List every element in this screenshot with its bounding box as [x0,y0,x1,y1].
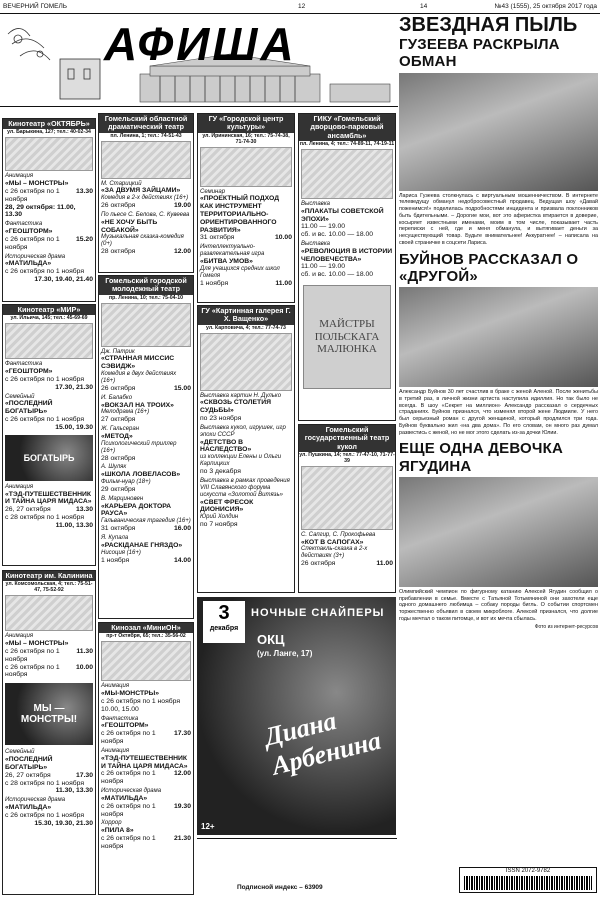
event-date: 26 октября [301,560,336,568]
event-date: с 26 октября по 1 ноября [101,697,181,705]
event-title: «БИТВА УМОВ» [200,258,253,266]
event-date: с 28 октября по 1 ноября [5,779,85,787]
event-genre: С. Сапгир, С. Прокофьева [301,531,376,538]
venue-title: ГИКУ «Гомельский дворцово-парковый ансамбль» [299,114,395,141]
event-genre: Комедия в 2-х действиях (16+) [101,195,189,202]
movie-poster: БОГАТЫРЬ [5,435,93,481]
masthead-rule [0,106,398,107]
article-3-title: ЕЩЕ ОДНА ДЕВОЧКА ЯГУДИНА [399,440,563,475]
gallery-events [198,393,294,529]
subscription-index: Подписной индекс – 63909 [237,884,323,892]
venue-mir [2,304,96,566]
event [301,241,393,279]
event-date: с 26 октября по 1 ноября [5,811,85,819]
event-genre: Анимация [5,633,34,640]
exhibition-poster: МАЙСТРЫ ПОЛЬСКАГА МАЛЮНКА [303,285,391,389]
event-title: «ВОКЗАЛ НА ТРОИХ» [101,401,174,409]
venue-address: пр-т Октября, 65; тел.: 35-56-02 [106,633,186,640]
event-subtitle: Фильм-нуар (18+) [101,479,151,486]
event-date: 26 октября [101,202,136,210]
article-1-title: ГУЗЕЕВА РАСКРЫЛА ОБМАН [399,36,560,71]
star-dust-column [399,14,598,895]
event [200,189,292,243]
page-number-right: 14 [420,3,428,10]
venue-title: ГУ «Картинная галерея Г. Х. Ващенко» [198,306,294,325]
event-time: 11.00 [275,279,292,287]
minion-events [99,683,193,850]
event-time: 19.30 [173,802,191,810]
event-title: «ПРОЕКТНЫЙ ПОДХОД КАК ИНСТРУМЕНТ ТЕРРИТОРИАЛЬНО-ОРИЕНТИРОВАННОГО РАЗВИТИЯ» [200,195,280,234]
event [5,254,93,284]
palace-events [299,201,395,279]
event-genre: И. Балабко [101,394,133,401]
event-genre: Анимация [101,683,130,690]
puppet-events [299,532,395,568]
event-title: «МАТИЛЬДА» [5,260,52,268]
event-genre: Я. Купала [101,534,129,541]
event-date: 26 октября [101,384,136,392]
event-genre: Фантастика [5,361,43,368]
event-date: 11.00 — 19.00 [301,263,346,271]
event-subtitle: Для учащихся средних школ Гомеля [200,265,280,279]
venue-oktyabr [2,118,96,302]
event-genre: Выставка кукол, игрушек, игр эпохи СССР [200,424,286,438]
venue-address: пл. Ленина, 4; тел.: 74-89-11, 74-19-11 [299,140,395,147]
event-time: 10.00 [274,234,292,242]
event [101,212,191,256]
event-genre: Дж. Патрик [101,348,135,355]
venue-gallery [197,305,295,593]
venue-address: ул. Карповича, 4; тел.: 77-74-73 [206,324,286,331]
event-time: 13.30 [75,187,93,195]
event [301,201,393,239]
event [5,484,93,530]
event-subtitle: Психологический триллер (16+) [101,440,177,454]
venue-minion [98,622,194,895]
article-2-title: БУЙНОВ РАССКАЗАЛ О «ДРУГОЙ» [399,250,579,285]
event-title: «КОТ В САПОГАХ» [301,538,364,546]
culture-events [198,189,294,288]
event-date: с 26 октября по 1 ноября [101,835,156,850]
event [5,361,93,391]
venue-photo [5,595,93,631]
event-date: с 26 октября по 1 ноября [5,235,60,251]
venue-title: ГУ «Городской центр культуры» [198,114,294,133]
venue-title: Гомельский областной драматический театр [99,114,193,133]
youth-events [99,349,193,565]
top-bar [0,0,600,14]
event-genre: Фантастика [5,221,43,228]
event-time: 11.30 [76,647,93,655]
event-genre: Семинар [200,188,226,195]
event-time: 15.20 [75,235,93,243]
event [200,478,292,529]
imprint [197,838,397,894]
event-time: 11.00 [376,560,393,568]
event [200,425,292,476]
venue-photo [5,137,93,171]
event [101,683,191,713]
event [5,173,93,219]
venue-puppet-theatre [298,424,396,593]
venue-address: пр. Ленина, 10; тел.: 75-04-10 [109,294,183,301]
venue-address: ул. Барыкина, 127; тел.: 40-02-34 [7,129,91,136]
event-title: «РЕВОЛЮЦИЯ В ИСТОРИИ ЧЕЛОВЕЧЕСТВА» [301,247,393,263]
event [5,797,93,827]
ad-venue-address: (ул. Ланге, 17) [257,649,313,658]
event-date: 31 октября [200,234,235,242]
event-subtitle: Спектакль-сказка в 2-х действиях (3+) [301,546,368,560]
masthead [0,14,398,106]
event-date: с 26 октября по 1 ноября [101,802,156,818]
event-subtitle: Юрий Холдин [200,514,239,521]
event-genre: Ж. Гальсеран [101,426,140,433]
venue-address: пл. Ленина, 1; тел.: 74-51-43 [110,132,182,139]
event-date: по 3 декабря [200,468,241,476]
event-genre: Историческая драма [101,788,162,795]
event-genre: Фантастика [101,715,139,722]
event [5,749,93,795]
event-title: «СКВОЗЬ СТОЛЕТИЯ СУДЬБЫ» [200,399,271,415]
venue-title: Кинотеатр «ОКТЯБРЬ» [3,119,95,129]
event [101,349,191,393]
event-subtitle: Нисоция (16+) [101,549,141,556]
event-subtitle: Комедия в двух действиях (16+) [101,371,177,384]
event-date: сб. и вс. 10.00 — 18.00 [301,271,374,279]
issue-info: №43 (1555), 25 октября 2017 года [494,3,597,10]
event-date: 11.00 — 19.00 [301,223,346,231]
ad-brand: НОЧНЫЕ СНАЙПЕРЫ [251,607,385,619]
venue-photo [200,333,292,391]
event-date: 10.00, 15.00 [101,705,139,713]
event-genre: Выставка картин Н. Дулько [200,392,282,399]
event-genre: Анимация [101,747,130,754]
event-subtitle: из коллекции Елены и Ольги Карпицких [200,454,282,468]
event [101,788,191,818]
event-title: «МЫ – МОНСТРЫ» [5,640,69,648]
venue-title: Гомельский городской молодежный театр [99,276,193,295]
event-time: 11.00, 13.30 [55,521,93,529]
event-title: «ШКОЛА ЛОВЕЛАСОВ» [101,471,181,479]
event [101,181,191,210]
venue-address: ул. Комсомольская, 4; тел.: 75-51-47, 75-52-92 [5,581,93,594]
venue-photo [5,323,93,359]
event [200,393,292,423]
event-time: 15.00, 19.30 [55,423,93,431]
event-date: по 23 ноября [200,415,242,423]
event-genre: Историческая драма [5,253,66,260]
event-time: 10.00 [75,663,93,671]
event-time: 19.00 [173,202,191,210]
event [101,395,191,424]
venue-title: Гомельский государственный театр кукол [299,425,395,452]
event-genre: Семейный [5,749,35,756]
event-date: 1 ноября [200,279,229,287]
event-title: «ЗА ДВУМЯ ЗАЙЦАМИ» [101,187,181,195]
event [101,820,191,850]
masthead-title: АФИША [104,18,297,70]
venue-photo [101,641,191,681]
event-time: 21.30 [173,835,191,843]
event-date: 1 ноября [101,556,130,564]
venue-photo [101,141,191,179]
event-date: сб. и вс. 10.00 — 18.00 [301,231,374,239]
event [5,394,93,432]
event-date: с 28 октября по 1 ноября [5,514,85,522]
event-time: 17.30 [173,730,191,738]
event-title: «МЫ-МОНСТРЫ» [101,690,160,698]
venue-palace [298,113,396,421]
event [301,532,393,568]
event-genre: А. Шуляк [101,464,127,471]
issn: ISSN 2072-9782 [505,868,551,874]
event-author: По пьесе С. Белова, С. Кувеева [101,211,190,218]
event-date: с 26 октября по 1 ноября [101,730,156,746]
event-time: 13.30 [75,506,93,514]
ad-date-month: декабря [209,625,239,632]
venue-photo [200,147,292,187]
event [101,464,191,493]
event-time: 17.30, 21.30 [55,383,93,391]
venue-dramatic [98,113,194,273]
column-title: ЗВЕЗДНАЯ ПЫЛЬ [399,14,578,36]
event-time: 11.30, 13.30 [55,787,93,795]
event-genre: Музыкальная сказка-комедия (0+) [101,234,184,248]
venue-address: ул. Ирининская, 16; тел.: 75-74-38, 71-74-30 [202,132,290,145]
ad-venue: ОКЦ [257,632,285,647]
event-date: 26, 27 октября [5,506,51,514]
venue-title: Кинозал «МиниОН» [99,623,193,633]
event-title: «МАТИЛЬДА» [5,804,52,812]
event [101,426,191,462]
event-genre: Интеллектуально-развлекательная игра [200,244,265,258]
event-title: «ГЕОШТОРМ» [5,368,53,376]
article-3-text: Олимпийский чемпион по фигурному катанию Алексей Ягудин сообщил о прибавлении в семье. Вместе с Татьяной Тотьмяниной они захотели еще одного домашнего любимца – собаку породы бигль. О событии спортсмен торжественно объявил в своем микроблоге. Алексей признался, что долгие годы мечтал о таком питомце, и вот их мечта сбылась. [399,588,598,622]
venue-photo [301,149,393,199]
event-title: «ПОСЛЕДНИЙ БОГАТЫРЬ» [5,400,53,416]
event-date: с 26 октября по 1 ноября [5,663,60,679]
venue-title: Кинотеатр «МИР» [3,305,95,315]
venue-title: Кинотеатр им. Калинина [3,571,95,581]
event-title: «ПИЛА 8» [101,827,134,835]
article-2-text: Александр Буйнов 30 лет счастлив в браке с женой Аленой. После женитьбы в третий раз, в личной жизни артиста наступила идиллия. Но так было не всегда. В шоу «Секрет на миллион» Александр рассказал о сердечных страданиях. Буйнов признался, что изменял второй жене Людмиле. У него был серьезный роман с другой женщиной, который продлился три года. Буйнов буквально жил «на два дома». По его словам, он много раз думал развестись с женой, но не мог этого сделать из-за дочки Юлии. [399,389,598,436]
event-author: М. Старицкий [101,180,142,187]
event [101,496,191,533]
event-title: «ГЕОШТОРМ» [5,228,53,236]
event-genre: В. Марциновен [101,495,144,502]
event-title: «РАСКІДАНАЕ ГНЯЗДО» [101,541,183,549]
ad-age-rating: 12+ [201,821,215,831]
article-3-photo [399,477,598,587]
venue-youth [98,275,194,619]
event [101,535,191,564]
barcode-bars [464,876,592,890]
ad-artist: Диана Арбенина [261,705,384,781]
venue-kalinin [2,570,96,895]
event [5,221,93,251]
venue-culture-center [197,113,295,303]
ad-date [203,601,245,643]
event-time: 15.00 [173,384,191,392]
event-date: с 26 октября по 1 ноября [5,416,85,424]
newspaper-name: ВЕЧЕРНИЙ ГОМЕЛЬ [3,3,68,10]
ad-date-day: 3 [218,602,230,624]
event-date: 29 октября [101,485,136,493]
venue-address: ул. Пушкина, 14; тел.: 77-47-10, 71-77-39 [299,451,395,464]
event [101,748,191,786]
event-title: «КАРЬЕРА ДОКТОРА РАУСА» [101,502,172,518]
event-time: 12.00 [173,770,191,778]
event-time: 17.30 [75,771,93,779]
event-time: 17.30, 19.40, 21.40 [34,276,93,284]
event-genre: Выставка [301,200,330,207]
article-2-photo [399,287,598,387]
event-genre: Семейный [5,393,35,400]
event-title: «МАТИЛЬДА» [101,794,148,802]
event-date: 31 октября [101,525,136,533]
event-title: «МЕТОД» [101,432,133,440]
event-title: «ПОСЛЕДНИЙ БОГАТЫРЬ» [5,756,53,771]
page-number-left: 12 [298,3,306,10]
movie-poster: МЫ — МОНСТРЫ! [5,683,93,745]
event-date: с 26 октября по 1 ноября [5,647,60,663]
event-genre: Анимация [5,483,34,490]
event-date: с 26 октября по 1 ноября [5,268,85,276]
event-date: 28 октября [101,454,136,462]
event-subtitle: Гальваническая трагедия (16+) [101,518,191,525]
event-time: 15.30, 19.30, 21.30 [34,819,93,827]
event-title: «ТЭД-ПУТЕШЕСТВЕННИК И ТАЙНА ЦАРЯ МИДАСА» [101,754,188,770]
venue-address: ул. Ильича, 145; тел.: 45-69-69 [10,315,88,322]
venue-photo [301,466,393,530]
event-date: с 26 октября по 1 ноября [5,187,60,203]
event-title: «НЕ ХОЧУ БЫТЬ СОБАКОЙ» [101,218,158,234]
event-subtitle: Мелодрама (16+) [101,409,150,416]
event-title: «ТЭД-ПУТЕШЕСТВЕННИК И ТАЙНА ЦАРЯ МИДАСА» [5,490,92,506]
photo-credit: Фото из интернет-ресурсов [534,623,598,630]
event-genre: Анимация [5,173,34,180]
event-title: «ДЕТСТВО В НАСЛЕДСТВО» [200,438,252,454]
event-date: с 26 октября по 1 ноября [5,375,85,383]
event-date: 27 октября [101,416,136,424]
event-title: «СТРАННАЯ МИССИС СЭВИДЖ» [101,355,175,371]
article-1-photo [399,73,598,191]
event-time: 14.00 [173,556,191,564]
event [5,633,93,679]
event-genre: Хоррор [101,820,122,827]
event-date: с 26 октября по 1 ноября [101,770,156,786]
article-1-text: Лариса Гузеева столкнулась с виртуальным мошенничеством. В интернете телеведущу обманул недобросовестный продавец. Ведущая шоу «Давай поженимся!» поделилась подробностями инцидента и призвала поклонников быть бдительными. – Дорогие мои, вот это аферистка втирается в доверие, косыряет известными именами, моим в том числе, показывает часть переписки с ней, где и меня обманула, и вытягивает деньги за несуществующий товар. Будьте внимательнее! Аккуратнее! – написала на своей страничке в соцсети Лариса. [399,192,598,246]
event-date: 28, 29 октября: 11.00, 13.30 [5,203,76,219]
event-title: «ГЕОШТОРМ» [101,722,149,730]
event [101,716,191,746]
event-title: «ПЛАКАТЫ СОВЕТСКОЙ ЭПОХИ» [301,207,384,223]
event-title: «СВЕТ ФРЕСОК ДИОНИСИЯ» [200,498,254,514]
venue-photo [101,303,191,347]
event-date: по 7 ноября [200,521,238,529]
event-genre: Выставка [301,240,330,247]
event-date: 26, 27 октября [5,771,51,779]
event-title: «МЫ – МОНСТРЫ» [5,180,69,188]
event-date: 28 октября [101,248,136,256]
event-genre: Выставка в рамках проведения VIII Славянского форума искусств «Золотой Витязь» [200,477,290,498]
event-time: 16.00 [173,525,191,533]
event-genre: Историческая драма [5,797,66,804]
barcode [459,867,597,893]
event [200,244,292,287]
concert-ad [197,597,396,835]
event-time: 12.00 [173,248,191,256]
